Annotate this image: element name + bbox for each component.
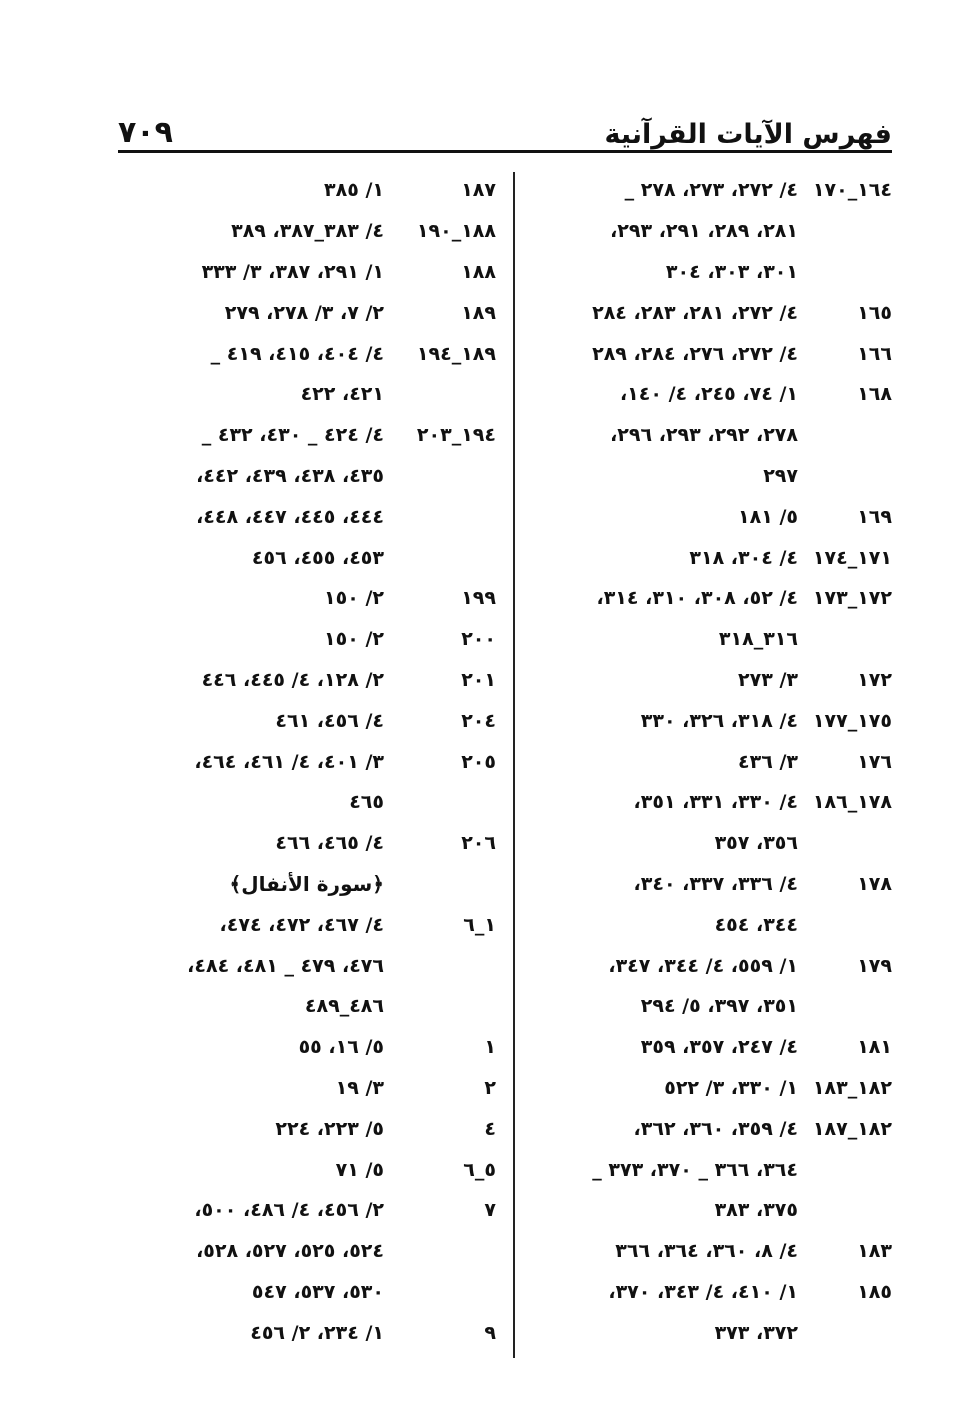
verse-number: ١٨٢_١٨٧ [812, 1117, 892, 1140]
verse-number: ١٨٧ [461, 179, 496, 202]
verse-number: ١٨٥ [857, 1280, 892, 1303]
index-row [528, 619, 892, 660]
verse-number: ١ [484, 1036, 496, 1059]
page-references: ٤٨٦_٤٨٩ [304, 995, 384, 1018]
page-references: ٢/ ١٢٨، ٤/ ٤٤٥، ٤٤٦ [201, 668, 384, 691]
left-column [128, 170, 496, 1353]
verse-number: ٢٠٦ [461, 832, 496, 855]
verse-number: ١٨٣ [857, 1240, 892, 1263]
page-references: ٤/ ٣٥٩، ٣٦٠، ٣٦٢، [633, 1117, 798, 1140]
verse-number: ٢٠٥ [461, 750, 496, 773]
verse-number: ١٩٩ [461, 587, 496, 610]
page-references: ٤/ ٢٧٢، ٢٨١، ٢٨٣، ٢٨٤ [592, 301, 798, 324]
page-references: ٢/ ١٥٠ [324, 628, 384, 651]
index-row [128, 986, 496, 1027]
index-row [128, 741, 496, 782]
page-references: ٤/ ٤٢٤ _ ٤٣٠، ٤٣٢ _ [201, 424, 384, 447]
page-references: ٥/ ١٨١ [738, 505, 798, 528]
page-references: ١/ ٢٣٤، ٢/ ٤٥٦ [250, 1321, 384, 1344]
verse-number: ٧ [484, 1199, 496, 1222]
page-references: ٥٣٠، ٥٣٧، ٥٤٧ [251, 1280, 384, 1303]
page-references: ٢٩٧ [763, 464, 798, 487]
index-row [528, 1027, 892, 1068]
index-row [528, 945, 892, 986]
index-row [528, 864, 892, 905]
index-row [128, 252, 496, 293]
verse-number: ١٦٤_١٧٠ [812, 179, 892, 202]
verse-number: ١٦٦ [857, 342, 892, 365]
index-row [528, 1108, 892, 1149]
page-title: فهرس الآيات القرآنية [604, 119, 892, 150]
verse-number: ١٨٨_١٩٠ [416, 220, 496, 243]
verse-number: ١٧٦ [857, 750, 892, 773]
index-row [128, 456, 496, 497]
index-row [528, 1190, 892, 1231]
page-references: ٤/ ٣٣٠، ٣٣١، ٣٥١، [633, 791, 798, 814]
index-row [528, 333, 892, 374]
index-row [128, 211, 496, 252]
index-row [128, 1272, 496, 1313]
page-references: ٤٤٤، ٤٤٥، ٤٤٧، ٤٤٨، [196, 505, 384, 528]
page-references: ٥/ ٧١ [335, 1158, 384, 1181]
page-references: ٣٠١، ٣٠٣، ٣٠٤ [665, 260, 798, 283]
index-row [128, 660, 496, 701]
index-row [128, 496, 496, 537]
index-row [128, 1108, 496, 1149]
index-row [128, 782, 496, 823]
index-row [528, 823, 892, 864]
page-references: ٤٧٦، ٤٧٩ _ ٤٨١، ٤٨٤، [187, 954, 384, 977]
page-references: ٤/ ٨، ٣٦٠، ٣٦٤، ٣٦٦ [615, 1240, 798, 1263]
index-row [128, 904, 496, 945]
verse-number: ٢٠٠ [461, 628, 496, 651]
index-row [128, 1068, 496, 1109]
verse-number: ١٦٩ [857, 505, 892, 528]
column-divider [513, 172, 515, 1358]
verse-number: ١٦٨ [857, 383, 892, 406]
page-references: ٥/ ١٦، ٥٥ [298, 1036, 384, 1059]
verse-number: ١٨٨ [461, 260, 496, 283]
verse-number: ١_٦ [463, 913, 496, 936]
page-references: ١/ ٧٤، ٢٤٥، ٤/ ١٤٠، [619, 383, 798, 406]
page-references: ٣٧٥، ٣٨٣ [714, 1199, 798, 1222]
page-references: ١/ ٥٥٩، ٤/ ٣٤٤، ٣٤٧، [608, 954, 798, 977]
page-references: ٣٥٦، ٣٥٧ [714, 832, 798, 855]
page-references: ٣٧٢، ٣٧٣ [714, 1321, 798, 1344]
page-references: ١/ ٣٨٥ [324, 179, 384, 202]
index-row [128, 1149, 496, 1190]
right-column [528, 170, 892, 1353]
page-references: ٣٤٤، ٤٥٤ [714, 913, 798, 936]
page-references: ٣٦٤، ٣٦٦ _ ٣٧٠، ٣٧٣ _ [592, 1158, 798, 1181]
verse-number: ١٧١_١٧٤ [812, 546, 892, 569]
surah-heading-row [128, 864, 496, 905]
verse-number: ٢٠٤ [461, 709, 496, 732]
index-row [128, 945, 496, 986]
index-row [128, 619, 496, 660]
page-references: ٣١٦_٣١٨ [718, 628, 798, 651]
page-references: ٣/ ٤٠١، ٤/ ٤٦١، ٤٦٤، [194, 750, 384, 773]
index-row [528, 1312, 892, 1353]
index-row [528, 496, 892, 537]
page-references: ٤/ ٤٦٥، ٤٦٦ [275, 832, 384, 855]
page-references: ١/ ٤١٠، ٤/ ٣٤٣، ٣٧٠، [608, 1280, 798, 1303]
page-references: ٤/ ٣٠٤، ٣١٨ [689, 546, 798, 569]
page-references: ٤/ ٤٥٦، ٤٦١ [275, 709, 384, 732]
page-references: ٤/ ٣٣٦، ٣٣٧، ٣٤٠، [633, 872, 798, 895]
index-row [128, 1190, 496, 1231]
index-row [528, 741, 892, 782]
verse-number: ٢ [484, 1076, 496, 1099]
page-references: ٤٣٥، ٤٣٨، ٤٣٩، ٤٤٢، [196, 464, 384, 487]
index-row [128, 292, 496, 333]
page-references: ٣/ ١٩ [335, 1076, 384, 1099]
verse-number: ١٧٢_١٧٣ [812, 587, 892, 610]
page-references: ١/ ٣٣٠، ٣/ ٥٢٢ [664, 1076, 798, 1099]
index-row [528, 700, 892, 741]
index-row [528, 986, 892, 1027]
index-row [528, 660, 892, 701]
verse-number: ١٧٨_١٨٦ [812, 791, 892, 814]
header-rule [118, 150, 892, 153]
page-references: ٤/ ٥٢، ٣٠٨، ٣١٠، ٣١٤، [596, 587, 798, 610]
page-number: ٧٠٩ [118, 115, 173, 150]
index-row [528, 904, 892, 945]
page-references: ٤/ ٤٠٤، ٤١٥، ٤١٩ _ [210, 342, 384, 365]
index-row [128, 415, 496, 456]
page-references: ٤/ ٣١٨، ٣٢٦، ٣٣٠ [640, 709, 798, 732]
verse-number: ١٨١ [857, 1036, 892, 1059]
page-references: ٤/ ٣٨٣_٣٨٧، ٣٨٩ [231, 220, 384, 243]
page-header [118, 100, 892, 150]
page-references: ٥/ ٢٢٣، ٢٢٤ [275, 1117, 384, 1140]
verse-number: ١٨٩ [461, 301, 496, 324]
index-row [528, 211, 892, 252]
index-row [128, 1027, 496, 1068]
index-row [128, 537, 496, 578]
index-row [528, 170, 892, 211]
verse-number: ٩ [484, 1321, 496, 1344]
index-row [128, 823, 496, 864]
index-row [128, 700, 496, 741]
verse-number: ١٨٩_١٩٤ [416, 342, 496, 365]
page-references: ٢/ ٤٥٦، ٤/ ٤٨٦، ٥٠٠، [194, 1199, 384, 1222]
index-row [528, 1272, 892, 1313]
page-references: ٤٢١، ٤٢٢ [300, 383, 384, 406]
index-row [128, 1312, 496, 1353]
verse-number: ١٧٨ [857, 872, 892, 895]
index-row [128, 170, 496, 211]
verse-number: ١٩٤_٢٠٣ [416, 424, 496, 447]
page-references: ٤/ ٤٦٧، ٤٧٢، ٤٧٤، [219, 913, 384, 936]
page-references: ٤/ ٢٧٢، ٢٧٣، ٢٧٨ _ [624, 179, 798, 202]
index-row [128, 1231, 496, 1272]
index-row [528, 1149, 892, 1190]
verse-number: ١٧٥_١٧٧ [812, 709, 892, 732]
index-row [528, 252, 892, 293]
surah-heading: ﴿سورة الأنفال﴾ [229, 871, 384, 896]
index-row [128, 333, 496, 374]
index-row [528, 1231, 892, 1272]
page-references: ٥٢٤، ٥٢٥، ٥٢٧، ٥٢٨، [196, 1240, 384, 1263]
verse-number: ١٧٢ [857, 668, 892, 691]
page-references: ٤٥٣، ٤٥٥، ٤٥٦ [251, 546, 384, 569]
index-row [528, 292, 892, 333]
index-row [528, 415, 892, 456]
verse-number: ٢٠١ [461, 668, 496, 691]
page-references: ٣/ ٢٧٣ [738, 668, 798, 691]
page-references: ٤/ ٢٤٧، ٣٥٧، ٣٥٩ [640, 1036, 798, 1059]
index-row [528, 537, 892, 578]
page-references: ٣٥١، ٣٩٧، ٥/ ٢٩٤ [640, 995, 798, 1018]
verse-number: ٤ [484, 1117, 496, 1140]
verse-number: ١٧٩ [857, 954, 892, 977]
index-row [528, 782, 892, 823]
index-row [528, 374, 892, 415]
verse-number: ١٨٢_١٨٣ [812, 1076, 892, 1099]
index-row [528, 1068, 892, 1109]
page-references: ٢/ ٧، ٣/ ٢٧٨، ٢٧٩ [224, 301, 384, 324]
index-row [528, 578, 892, 619]
page-references: ٣/ ٤٣٦ [738, 750, 798, 773]
page-references: ٢/ ١٥٠ [324, 587, 384, 610]
page-references: ٢٨١، ٢٨٩، ٢٩١، ٢٩٣، [610, 220, 798, 243]
verse-number: ٥_٦ [463, 1158, 496, 1181]
page-references: ٤/ ٢٧٢، ٢٧٦، ٢٨٤، ٢٨٩ [592, 342, 798, 365]
page-references: ٢٧٨، ٢٩٢، ٢٩٣، ٢٩٦، [610, 424, 798, 447]
page-references: ٤٦٥ [349, 791, 384, 814]
verse-number: ١٦٥ [857, 301, 892, 324]
index-row [128, 374, 496, 415]
page-references: ١/ ٢٩١، ٣٨٧، ٣/ ٣٣٣ [201, 260, 384, 283]
index-row [128, 578, 496, 619]
index-row [528, 456, 892, 497]
